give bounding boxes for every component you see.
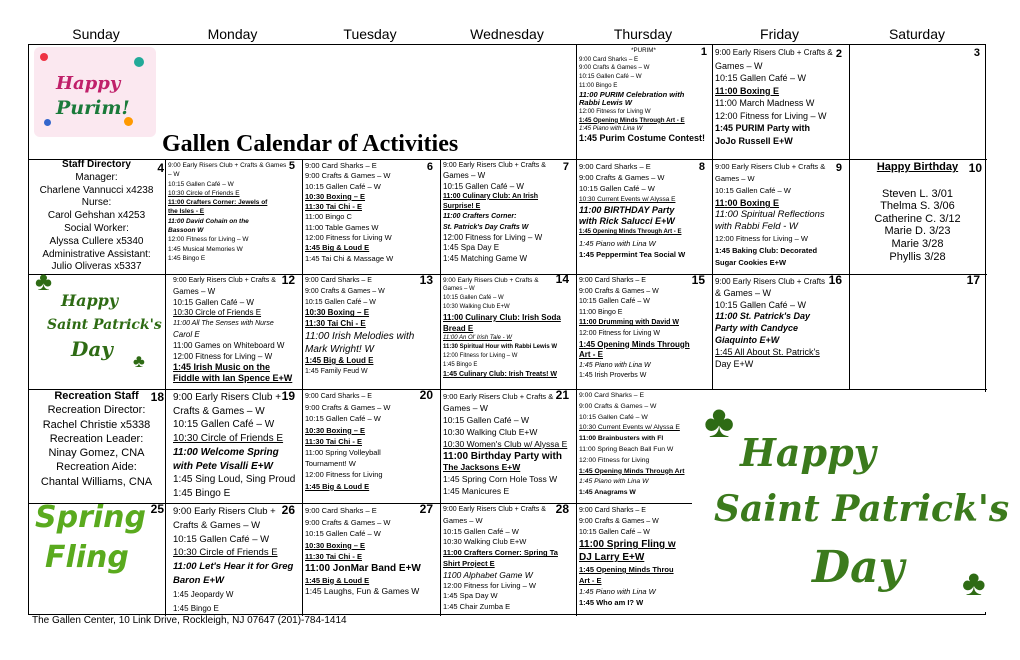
birthday-line: Steven L. 3/01	[882, 187, 953, 200]
event-line: Crafts & Games – W	[173, 519, 261, 531]
event-line: Games – W	[173, 286, 216, 296]
event-line: 9:00 Early Risers Club + Crafts &	[443, 162, 546, 169]
event-line: 1:45 Big & Loud E	[305, 355, 374, 365]
shamrock-icon: ♣	[704, 395, 735, 447]
event-line: 10:15 Gallen Café – W	[715, 186, 791, 195]
stpat-happy-text: Happy	[61, 291, 119, 310]
day-number: 8	[698, 161, 705, 173]
event-line: with Pete Visalli E+W	[173, 460, 273, 472]
event-line: 11:00 Let's Hear it for Greg	[173, 561, 294, 573]
day-number: 9	[835, 162, 842, 174]
staff-directory-title: Staff Directory	[62, 159, 131, 170]
shamrock-icon: ♣	[962, 562, 986, 603]
event-line: 1:45 Sing Loud, Sing Proud	[173, 474, 296, 486]
day-cell-29	[576, 503, 692, 614]
event-line: 12:00 Fitness for Living – W	[168, 236, 249, 244]
event-line: 11:00 David Cohain on the	[168, 217, 249, 225]
event-line: 10:15 Gallen Café – W	[579, 184, 655, 193]
day-cell-5	[165, 159, 301, 272]
event-line: 10:15 Gallen Café – W	[579, 413, 648, 421]
event-line: 10:15 Gallen Café – W	[579, 529, 650, 536]
event-line: 11:30 Tai Chi - E	[305, 319, 366, 329]
event-line: 10:15 Gallen Café – W	[173, 419, 275, 431]
spring-fling-art	[31, 503, 146, 603]
event-line: Baron E+W	[173, 574, 224, 586]
event-line: 11:00 BIRTHDAY Party	[579, 205, 675, 215]
event-line: 9:00 Card Sharks – E	[305, 393, 372, 400]
event-line: 1:45 Who am I? W	[579, 598, 644, 607]
event-line: 11:00 Crafters Corner: Jewels of	[168, 199, 268, 207]
day-cell-25	[29, 503, 164, 614]
event-line: Games – W	[443, 515, 483, 525]
event-line: Games – W	[443, 171, 486, 181]
day-cell-26	[165, 503, 301, 614]
birthday-line: Thelma S. 3/06	[880, 200, 955, 213]
staff-line: Julio Oliveras x5337	[51, 261, 142, 272]
event-line: Bassoon W	[168, 227, 204, 235]
day-number: 15	[691, 274, 705, 287]
event-line: The Jacksons E+W	[443, 462, 521, 473]
event-line: Rabbi Lewis W	[579, 99, 632, 108]
event-line: 1:45 Piano with Lina W	[579, 478, 649, 486]
event-line: 10:30 Circle of Friends E	[173, 308, 262, 318]
event-line: Crafts & Games – W	[173, 405, 265, 417]
day-cell-9	[712, 159, 848, 272]
event-line: 10:15 Gallen Café – W	[715, 73, 807, 83]
event-line: Day E+W	[715, 358, 754, 369]
day-number: 4	[157, 161, 164, 175]
birthday-list	[849, 159, 986, 272]
event-line: 1:45 Matching Game W	[443, 253, 528, 263]
event-line: 1:45 Opening Minds Through	[579, 339, 690, 349]
event-line: 1:45 Opening Minds Through Art - E	[579, 229, 682, 235]
event-line: 10:30 Boxing – E	[305, 308, 370, 318]
birthday-line: Marie 3/28	[891, 237, 944, 250]
event-line: 9:00 Card Sharks – E	[579, 507, 646, 514]
event-line: 11:00 Brainbusters with Fl	[579, 435, 664, 443]
event-line: 1:45 Culinary Club: Irish Treats! W	[443, 371, 557, 378]
staff-line: Carol Gehshan x4253	[47, 210, 146, 222]
event-line: 11:00 Bingo C	[305, 212, 352, 222]
event-line: 1:45 Musical Memories W	[168, 245, 243, 253]
event-line: 9:00 Crafts & Games – W	[305, 403, 391, 413]
day-cell-6	[302, 159, 439, 272]
event-line: 10:15 Gallen Café – W	[305, 298, 376, 306]
day-cell-21	[440, 389, 575, 502]
day-cell-27	[302, 503, 439, 614]
event-line: 11:00 Spiritual Reflections	[715, 209, 825, 220]
birthday-title: Happy Birthday	[876, 161, 959, 173]
event-line: 10:15 Gallen Café – W	[579, 73, 642, 81]
event-line: Mark Wright! W	[305, 343, 374, 355]
day-number: 10	[968, 161, 982, 175]
event-line: 9:00 Crafts & Games – W	[579, 518, 659, 525]
event-line: 1:45 Big & Loud E	[305, 575, 370, 585]
day-number: 1	[700, 46, 707, 58]
event-line: 1:45 Tai Chi & Massage W	[305, 253, 394, 263]
event-line: 1:45 Bingo E	[168, 254, 206, 262]
day-header-monday: Monday	[207, 26, 258, 42]
big-day-text: Day	[812, 542, 905, 593]
day-header-sunday: Sunday	[72, 26, 120, 42]
event-line: 9:00 Crafts & Games – W	[305, 517, 391, 527]
day-cell-28	[440, 503, 575, 614]
event-line: 1:45 Spa Day W	[443, 591, 498, 601]
rec-line: Rachel Christie x5338	[42, 418, 151, 431]
event-line: *PURIM*	[631, 47, 656, 54]
event-line: 11:00 Drumming with David W	[579, 319, 679, 327]
stpat-day-text: Day	[71, 337, 113, 361]
event-line: 1:45 Piano with Lina W	[579, 239, 656, 248]
rec-line: Chantal Williams, CNA	[40, 475, 153, 488]
event-line: 1:45 Family Feud W	[305, 367, 368, 375]
day-cell-13	[302, 274, 439, 388]
event-line: 1:45 Bingo E	[173, 603, 219, 613]
event-line: 1:45 All About St. Patrick's	[715, 346, 820, 357]
stpatricks-big-art	[692, 392, 1008, 612]
day-number: 13	[419, 274, 433, 287]
event-line: 10:15 Gallen Café – W	[443, 414, 529, 425]
purim-art	[34, 47, 156, 137]
event-line: & Games – W	[715, 287, 772, 298]
event-line: 11:00 Spring Volleyball	[305, 448, 381, 458]
shamrock-icon: ♣	[133, 351, 145, 371]
event-line: with Rabbi Feld - W	[715, 221, 798, 232]
event-line: Art - E	[579, 576, 602, 585]
staff-line: Administrative Assistant:	[42, 248, 151, 260]
event-line: 10:15 Gallen Café – W	[715, 299, 807, 310]
event-line: – W	[168, 171, 180, 179]
event-line: 1:45 Spa Day E	[443, 243, 500, 253]
event-line: 9:00 Early Risers Club + Crafts & Games	[168, 162, 287, 169]
day-header-saturday: Saturday	[888, 26, 946, 42]
event-line: 10:15 Gallen Café – W	[579, 298, 650, 306]
day-cell-15	[576, 274, 711, 388]
event-line: 10:30 Boxing – E	[305, 425, 366, 435]
event-line: 9:00 Crafts & Games – W	[305, 287, 385, 295]
event-line: 11:00 Crafters Corner: Spring Ta	[443, 548, 558, 558]
event-line: 11:00 Boxing E	[715, 198, 780, 208]
rec-line: Recreation Aide:	[56, 461, 137, 474]
event-line: 11:30 Tai Chi - E	[305, 436, 362, 446]
event-line: DJ Larry E+W	[579, 552, 645, 563]
day-number: 6	[426, 161, 433, 173]
day-cell-19	[165, 389, 301, 502]
day-number: 3	[973, 47, 980, 59]
day-number: 26	[281, 503, 295, 517]
event-line: 1:45 Big & Loud E	[305, 481, 370, 491]
big-happy-text: Happy	[740, 430, 876, 475]
shamrock-icon: ♣	[35, 274, 53, 296]
event-line: 12:00 Fitness for Living – W	[443, 353, 518, 359]
event-line: 9:00 Card Sharks – E	[305, 277, 372, 284]
event-line: 9:00 Crafts & Games – W	[579, 64, 650, 72]
event-line: 11:00 Birthday Party with	[443, 450, 562, 462]
staff-line: Charlene Vannucci x4238	[39, 184, 154, 196]
event-line: Bread E	[443, 324, 474, 333]
event-line: 1:45 Opening Minds Throu	[579, 565, 674, 574]
event-line: 11:00 JonMar Band E+W	[305, 562, 421, 574]
event-line: Games – W	[443, 286, 475, 292]
event-line: the Isles - E	[168, 208, 205, 216]
event-line: 9:00 Early Risers Club +	[173, 392, 282, 403]
day-cell-16	[712, 274, 848, 388]
event-line: Art - E	[579, 350, 603, 360]
event-line: 10:30 Boxing – E	[305, 540, 366, 550]
day-number: 17	[966, 274, 980, 287]
fling-text: Fling	[45, 540, 129, 575]
event-line: Games – W	[443, 402, 488, 413]
event-line: 9:00 Card Sharks – E	[579, 277, 646, 284]
event-line: 9:00 Early Risers Club + Crafts &	[443, 392, 554, 401]
event-line: 1:45 Opening Minds Through Art	[579, 467, 685, 475]
event-line: 10:30 Circle of Friends E	[168, 189, 240, 197]
event-line: 11:00 Bingo E	[579, 308, 623, 316]
day-cell-1	[576, 45, 711, 158]
event-line: 10:30 Women's Club w/ Alyssa E	[443, 438, 568, 449]
event-line: 12:00 Fitness for Living – W	[715, 234, 808, 243]
event-line: 10:15 Gallen Café – W	[305, 181, 381, 191]
event-line: 1:45 Irish Proverbs W	[579, 372, 647, 380]
event-line: 11:00 Spring Beach Ball Fun W	[579, 445, 674, 453]
event-line: 11:00 Bingo E	[579, 81, 618, 89]
event-line: 12:00 Fitness for Living	[579, 456, 650, 464]
event-line: 9:00 Card Sharks – E	[305, 161, 377, 170]
event-line: 9:00 Early Risers Club + Crafts &	[715, 48, 833, 57]
day-cell-11	[29, 274, 164, 388]
event-line: 1:45 Baking Club: Decorated	[715, 246, 818, 255]
day-number: 5	[288, 160, 295, 172]
day-cell-12	[165, 274, 301, 388]
day-cell-17	[849, 274, 986, 388]
rec-line: Recreation Director:	[47, 404, 146, 417]
day-number: 7	[562, 161, 569, 173]
day-number: 2	[835, 48, 842, 60]
event-line: 10:30 Circle of Friends E	[173, 547, 278, 559]
event-line: 10:15 Gallen Café – W	[168, 180, 234, 188]
event-line: 10:15 Gallen Café – W	[305, 414, 381, 424]
day-number: 16	[828, 274, 842, 287]
event-line: Tournament! W	[305, 459, 356, 469]
event-line: 12:00 Fitness for Living W	[579, 107, 651, 115]
day-cell-8	[576, 159, 711, 272]
event-line: 9:00 Card Sharks – E	[579, 392, 644, 399]
event-line: 9:00 Crafts & Games – W	[579, 287, 659, 295]
event-line: Carol E	[173, 329, 200, 339]
event-line: 12:00 Fitness for Living – W	[715, 110, 827, 121]
event-line: 11:00 Boxing E	[715, 85, 780, 96]
event-line: 11:00 Culinary Club: An Irish	[443, 192, 539, 200]
event-line: 10:15 Gallen Café – W	[443, 181, 524, 191]
staff-line: Alyssa Cullere x5340	[49, 235, 144, 247]
day-number: 18	[150, 390, 164, 404]
staff-line: Nurse:	[81, 197, 112, 209]
event-line: 9:00 Card Sharks – E	[579, 162, 651, 171]
event-line: 12:00 Fitness for Living W	[305, 233, 392, 243]
event-line: Surprise! E	[443, 203, 481, 211]
event-line: 11:00 PURIM Celebration with	[579, 90, 685, 99]
event-line: Shirt Project E	[443, 558, 495, 568]
staff-line: Manager:	[75, 171, 118, 183]
event-line: 11:00 An Ol' Irish Tale - W	[443, 335, 512, 341]
staff-line: Social Worker:	[64, 222, 129, 234]
day-header-tuesday: Tuesday	[343, 26, 397, 42]
event-line: 1100 Alphabet Game W	[443, 569, 533, 580]
event-line: 1:45 PURIM Party with	[715, 123, 811, 133]
day-number: 28	[555, 503, 569, 516]
day-number: 20	[419, 389, 433, 402]
birthday-line: Phyllis 3/28	[889, 250, 946, 263]
event-line: 1:45 Spring Corn Hole Toss W	[443, 474, 558, 485]
confetti-shape	[40, 53, 48, 61]
rec-line: Recreation Leader:	[49, 432, 144, 445]
stpatricks-art	[33, 276, 161, 384]
day-header-thursday: Thursday	[613, 26, 673, 42]
event-line: JoJo Russell E+W	[715, 135, 793, 146]
birthday-line: Marie D. 3/23	[884, 225, 951, 238]
day-cell-3	[849, 45, 986, 158]
event-line: 10:30 Boxing – E	[305, 191, 366, 201]
event-line: Fiddle with Ian Spence E+W	[173, 373, 293, 384]
event-line: 9:00 Early Risers Club + Crafts &	[443, 506, 546, 513]
event-line: 1:45 Bingo E	[443, 362, 478, 368]
event-line: 9:00 Crafts & Games – W	[305, 171, 391, 181]
event-line: 9:00 Early Risers Club + Crafts &	[715, 162, 826, 171]
event-line: 12:00 Fitness for Living – W	[443, 580, 536, 590]
event-line: 11:30 Tai Chi - E	[305, 552, 362, 562]
event-line: 10:15 Gallen Café – W	[173, 297, 254, 307]
event-line: 1:45 Opening Minds Through Art - E	[579, 116, 685, 124]
event-line: 11:00 March Madness W	[715, 98, 815, 108]
event-line: 12:00 Fitness for Living	[305, 470, 383, 480]
day-number: 14	[555, 274, 569, 286]
event-line: 1:45 Big & Loud E	[305, 243, 370, 253]
event-line: 10:15 Gallen Café – W	[443, 295, 504, 301]
event-line: 1:45 Bingo E	[173, 487, 231, 499]
event-line: 9:00 Card Sharks – E	[579, 55, 639, 63]
event-line: 9:00 Early Risers Club + Crafts &	[173, 277, 276, 284]
event-line: 11:30 Tai Chi - E	[305, 202, 362, 212]
event-line: 1:45 Purim Costume Contest!	[579, 134, 706, 143]
event-line: 1:45 Jeopardy W	[173, 589, 234, 599]
event-line: 11:00 Table Games W	[305, 222, 379, 232]
event-line: 11:00 Irish Melodies with	[305, 330, 415, 342]
event-line: 1:45 Piano with Lina W	[579, 125, 643, 133]
event-line: 11:00 Spring Fling w	[579, 539, 676, 550]
day-cell-2	[712, 45, 848, 158]
event-line: 10:15 Gallen Café – W	[443, 526, 519, 536]
event-line: 1:45 Peppermint Tea Social W	[579, 250, 686, 259]
event-line: 12:00 Fitness for Living – W	[443, 233, 543, 243]
event-line: 10:30 Walking Club E+W	[443, 304, 510, 310]
event-line: 10:30 Walking Club E+W	[443, 537, 527, 547]
event-line: 11:00 Culinary Club: Irish Soda	[443, 313, 561, 322]
event-line: 9:00 Early Risers Club +	[173, 506, 276, 517]
birthday-line: Catherine C. 3/12	[874, 212, 961, 225]
event-line: 11:30 Spiritual Hour with Rabbi Lewis W	[443, 344, 558, 350]
footer-address: The Gallen Center, 10 Link Drive, Rockleigh, NJ 07647 (201)-784-1414	[32, 615, 347, 626]
event-line: 9:00 Card Sharks – E	[305, 506, 377, 515]
confetti-shape	[134, 57, 144, 67]
event-line: 11:00 All The Senses with Nurse	[173, 320, 274, 328]
confetti-shape	[44, 119, 51, 126]
event-line: 9:00 Crafts & Games – W	[579, 173, 665, 182]
event-line: 11:00 Games on Whiteboard W	[173, 340, 285, 350]
day-number: 27	[419, 503, 433, 516]
recreation-staff	[29, 389, 164, 502]
staff-directory	[29, 159, 164, 272]
event-line: Games – W	[715, 60, 763, 71]
event-line: 10:30 Circle of Friends E	[173, 433, 284, 445]
event-line: 10:30 Current Events w/ Alyssa E	[579, 196, 676, 203]
day-cell-22	[576, 389, 692, 502]
event-line: 11:00 Crafters Corner:	[443, 213, 517, 221]
event-line: 1:45 Chair Zumba E	[443, 602, 511, 612]
day-header-wednesday: Wednesday	[470, 26, 544, 42]
day-cell-14	[440, 274, 575, 388]
purim-purim-text: Purim!	[56, 97, 130, 119]
recreation-staff-title: Recreation Staff	[54, 390, 139, 402]
event-line: 10:15 Gallen Café – W	[173, 533, 270, 545]
event-line: 10:30 Current Events w/ Alyssa E	[579, 424, 680, 432]
event-line: 10:30 Walking Club E+W	[443, 426, 538, 437]
event-line: 11:00 St. Patrick's Day	[715, 311, 811, 322]
day-cell-7	[440, 159, 575, 272]
day-number: 21	[555, 389, 569, 402]
rec-line: Ninay Gomez, CNA	[48, 447, 145, 460]
event-line: 9:00 Crafts & Games – W	[579, 402, 657, 410]
purim-happy-text: Happy	[56, 73, 121, 94]
event-line: St. Patrick's Day Crafts W	[443, 223, 529, 231]
event-line: Games – W	[715, 174, 755, 183]
event-line: 1:45 Anagrams W	[579, 489, 636, 497]
event-line: 1:45 Piano with Lina W	[579, 361, 651, 369]
page-title: Gallen Calendar of Activities	[162, 131, 459, 157]
event-line: Sugar Cookies E+W	[715, 258, 787, 267]
event-line: 9:00 Early Risers Club + Crafts	[715, 277, 826, 286]
event-line: 10:15 Gallen Café – W	[305, 529, 381, 539]
big-saint-text: Saint Patrick's	[714, 488, 1010, 530]
event-line: 1:45 Laughs, Fun & Games W	[305, 586, 420, 597]
day-cell-20	[302, 389, 439, 502]
stpat-saint-text: Saint Patrick's	[47, 317, 162, 333]
day-number: 25	[150, 503, 164, 516]
event-line: 1:45 Irish Music on the	[173, 362, 271, 373]
spring-text: Spring	[35, 503, 146, 535]
event-line: Giaquinto E+W	[715, 334, 780, 345]
event-line: 12:00 Fitness for Living W	[579, 329, 660, 337]
event-line: 1:45 Piano with Lina W	[579, 587, 656, 596]
event-line: 1:45 Manicures E	[443, 486, 510, 497]
event-line: 9:00 Early Risers Club + Crafts &	[443, 277, 539, 284]
event-line: Party with Candyce	[715, 323, 799, 334]
day-header-friday: Friday	[760, 26, 799, 42]
day-number: 19	[281, 389, 295, 403]
day-number: 12	[281, 274, 295, 287]
event-line: 11:00 Welcome Spring	[173, 446, 279, 458]
event-line: 12:00 Fitness for Living – W	[173, 351, 273, 361]
event-line: with Rick Salucci E+W	[579, 216, 675, 226]
